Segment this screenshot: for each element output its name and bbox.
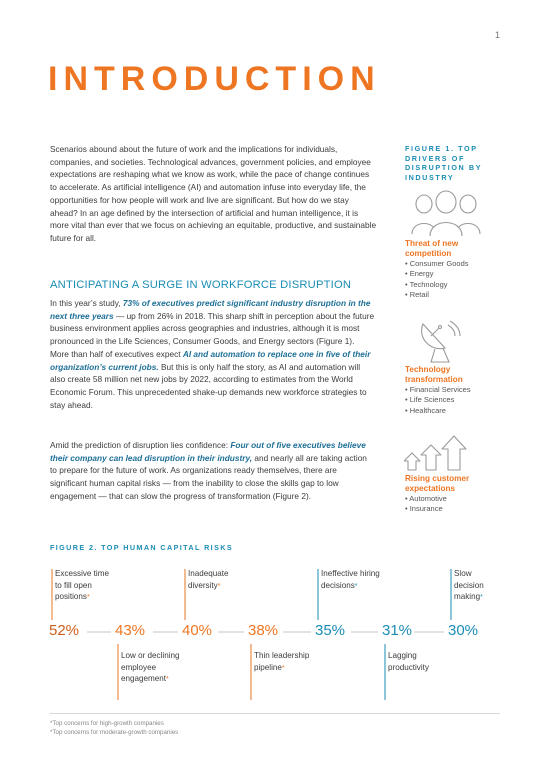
driver-heading-technology: Technology transformation bbox=[405, 365, 463, 384]
list-item: • Financial Services bbox=[405, 385, 471, 394]
asterisk-mark: * bbox=[166, 676, 169, 684]
risk-label: Lagging productivity bbox=[388, 651, 429, 672]
list-item: • Technology bbox=[405, 279, 448, 289]
text-run: In this year’s study, bbox=[50, 298, 123, 308]
risk-label: Excessive time to fill open positions* bbox=[55, 569, 109, 602]
people-group-icon bbox=[410, 190, 482, 236]
paragraph-study-findings bbox=[50, 297, 375, 411]
intro-paragraph: Scenarios abound about the future of work and the implications for individuals, companies, and societies. Technological advances, government policies, and employee expectations are reshaping what we know as work, while the pace of change continues to accelerate. As artificial intelligence (AI) and automation infuse into everyday life, the opportunities for how people will work and live are significant. But how do we stay ahead? In an age defined by the intersection of artificial and human intelligence, it is more vital than ever that we focus on achieving an equitable, productive, and sustainable future for all. bbox=[50, 144, 377, 243]
risk-value: 30% bbox=[448, 622, 479, 639]
risk-value: 40% bbox=[182, 622, 213, 639]
asterisk-mark: * bbox=[86, 594, 90, 602]
risk-label: Low or declining employee engagement* bbox=[121, 651, 180, 684]
highlight-disruption-stat: 73% of executives predict significant industry disruption in the next three years bbox=[50, 298, 371, 321]
list-item: • Automotive bbox=[405, 494, 447, 503]
text-run: — up from 26% in 2018. This sharp shift in perception about the future business environment applies across geographies and industries, although it is most pronounced in the Life Sciences, Consumer Goods, and Energy sectors (Figure 1). More than half of executives expect bbox=[50, 310, 375, 359]
asterisk-mark: * bbox=[217, 582, 221, 590]
list-item: • Life Sciences bbox=[405, 395, 455, 405]
text-run: Amid the prediction of disruption lies confidence: bbox=[50, 440, 231, 450]
risk-value: 43% bbox=[115, 622, 146, 639]
asterisk-mark: * bbox=[281, 664, 285, 672]
industry-list-technology bbox=[405, 385, 471, 416]
driver-heading-competition: Threat of new competition bbox=[405, 239, 459, 258]
footnote-high-growth: *Top concerns for high-growth companies bbox=[50, 720, 164, 727]
asterisk-mark: * bbox=[480, 594, 483, 602]
highlight-ai-jobs: AI and automation to replace one in five of their organization’s current jobs. bbox=[50, 348, 371, 372]
section-heading: ANTICIPATING A SURGE IN WORKFORCE DISRUPTION bbox=[50, 279, 352, 291]
rising-arrows-icon bbox=[404, 435, 474, 471]
risk-label: Inadequate diversity* bbox=[188, 569, 229, 590]
figure1-title: FIGURE 1. TOP DRIVERS OF DISRUPTION BY INDUSTRY bbox=[405, 144, 482, 182]
risk-value: 31% bbox=[382, 622, 413, 639]
risk-label: Slow decision making* bbox=[454, 569, 484, 602]
text-run: But this is only half the story, as AI and automation will also create 58 million net new jobs by 2022, according to estimates from the World Economic Forum. This unprecedented shake-up demands new workforce strategies to stay ahead. bbox=[50, 361, 367, 410]
text-run: and nearly all are taking action to prepare for the future of work. As organizations ready themselves, there are significant human capital risks — from the inability to close the skills gap to low engagement — that can slow the progress of transformation (Figure 2). bbox=[50, 452, 367, 501]
footnote-divider bbox=[50, 713, 500, 714]
risk-value: 35% bbox=[315, 622, 346, 639]
list-item: • Energy bbox=[405, 269, 434, 279]
list-item: • Healthcare bbox=[405, 405, 446, 415]
paragraph-confidence bbox=[50, 439, 375, 503]
page-number: 1 bbox=[494, 30, 500, 40]
page-title: INTRODUCTION bbox=[48, 60, 381, 98]
risk-label: Ineffective hiring decisions* bbox=[321, 569, 380, 590]
industry-list-competition bbox=[405, 259, 469, 301]
list-item: • Consumer Goods bbox=[405, 259, 469, 268]
list-item: • Insurance bbox=[405, 504, 443, 514]
satellite-dish-icon bbox=[415, 318, 469, 364]
figure2-title: FIGURE 2. TOP HUMAN CAPITAL RISKS bbox=[50, 543, 234, 552]
risk-value: 38% bbox=[248, 622, 279, 639]
highlight-confidence-stat: Four out of five executives believe their company can lead disruption in their industry, bbox=[50, 440, 366, 463]
asterisk-mark: * bbox=[354, 582, 358, 590]
list-item: • Retail bbox=[405, 290, 429, 300]
industry-list-customer bbox=[405, 494, 447, 515]
risk-label: Thin leadership pipeline* bbox=[254, 651, 310, 672]
risk-value: 52% bbox=[49, 622, 80, 639]
driver-heading-customer: Rising customer expectations bbox=[405, 474, 470, 493]
footnote-moderate-growth: *Top concerns for moderate-growth companies bbox=[50, 729, 179, 736]
